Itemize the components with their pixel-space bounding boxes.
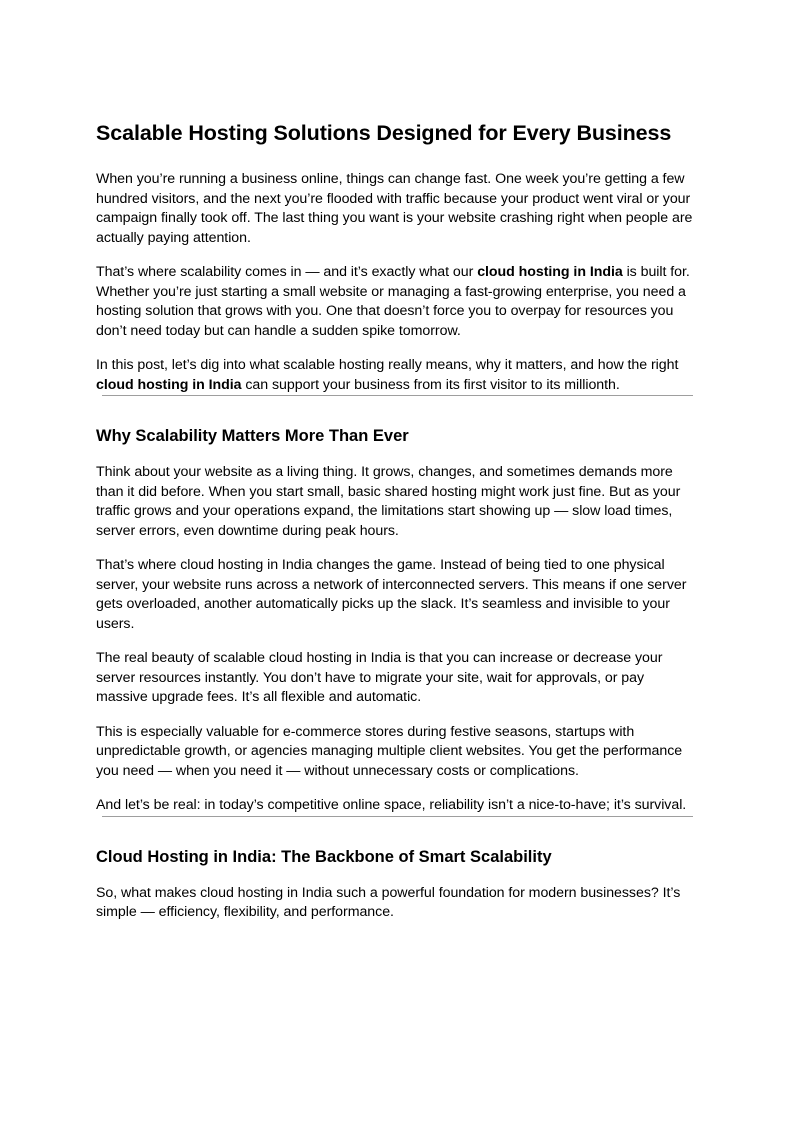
intro-paragraph-2-text-start: That’s where scalability comes in — and it’s exactly what our <box>96 264 478 280</box>
intro-paragraph-2-text-end: is built for. Whether you’re just starting a small website or managing a fast-growing enterprise, you need a hosting solution that grows with you. One that doesn’t force you to overpay for resources you don’t need today but can handle a sudden spike tomorrow. <box>96 264 690 339</box>
section-heading-why-scalability: Why Scalability Matters More Than Ever <box>96 427 409 445</box>
page-title: Scalable Hosting Solutions Designed for Every Business <box>96 121 672 145</box>
intro-paragraph-2 <box>96 263 699 341</box>
section-2-paragraph-1: So, what makes cloud hosting in India such a powerful foundation for modern businesses? It’s simple — efficiency, flexibility, and performance. <box>96 884 681 920</box>
intro-paragraph-1: When you’re running a business online, things can change fast. One week you’re getting a few hundred visitors, and the next you’re flooded with traffic because your product went viral or your campaign finally took off. The last thing you want is your website crashing right when people are actually paying attention. <box>96 171 693 246</box>
intro-paragraph-3-text-end: can support your business from its first visitor to its millionth. <box>241 376 620 393</box>
section-divider-1 <box>102 395 693 396</box>
intro-paragraph-3 <box>96 356 699 395</box>
section-1-paragraph-2: That’s where cloud hosting in India changes the game. Instead of being tied to one physical server, your website runs across a network of interconnected servers. This means if one server gets overloaded, another automatically picks up the slack. It’s seamless and invisible to your users. <box>96 557 687 632</box>
section-heading-cloud-hosting-india: Cloud Hosting in India: The Backbone of Smart Scalability <box>96 847 552 866</box>
section-1-paragraph-3: The real beauty of scalable cloud hosting in India is that you can increase or decrease your server resources instantly. You don’t have to migrate your site, wait for approvals, or pay massive upgrade fees. It’s all flexible and automatic. <box>96 650 663 705</box>
document-body <box>96 118 699 923</box>
intro-paragraph-3-text-start: In this post, let’s dig into what scalable hosting really means, why it matters, and how the right <box>96 357 679 373</box>
intro-paragraph-3-keyword: cloud hosting in India <box>96 376 242 393</box>
section-1-paragraph-4: This is especially valuable for e-commerce stores during festive seasons, startups with unpredictable growth, or agencies managing multiple client websites. You get the performance you need — when you need it — without unnecessary costs or complications. <box>96 723 683 779</box>
section-1-paragraph-5: And let’s be real: in today’s competitive online space, reliability isn’t a nice-to-have; it’s survival. <box>96 797 687 813</box>
intro-paragraph-2-keyword: cloud hosting in India <box>477 264 623 280</box>
section-1-paragraph-1: Think about your website as a living thing. It grows, changes, and sometimes demands more than it did before. When you start small, basic shared hosting might work just fine. But as your traffic grows and your operations expand, the limitations start showing up — slow load times, server errors, even downtime during peak hours. <box>96 464 681 539</box>
section-divider-2 <box>102 816 693 817</box>
